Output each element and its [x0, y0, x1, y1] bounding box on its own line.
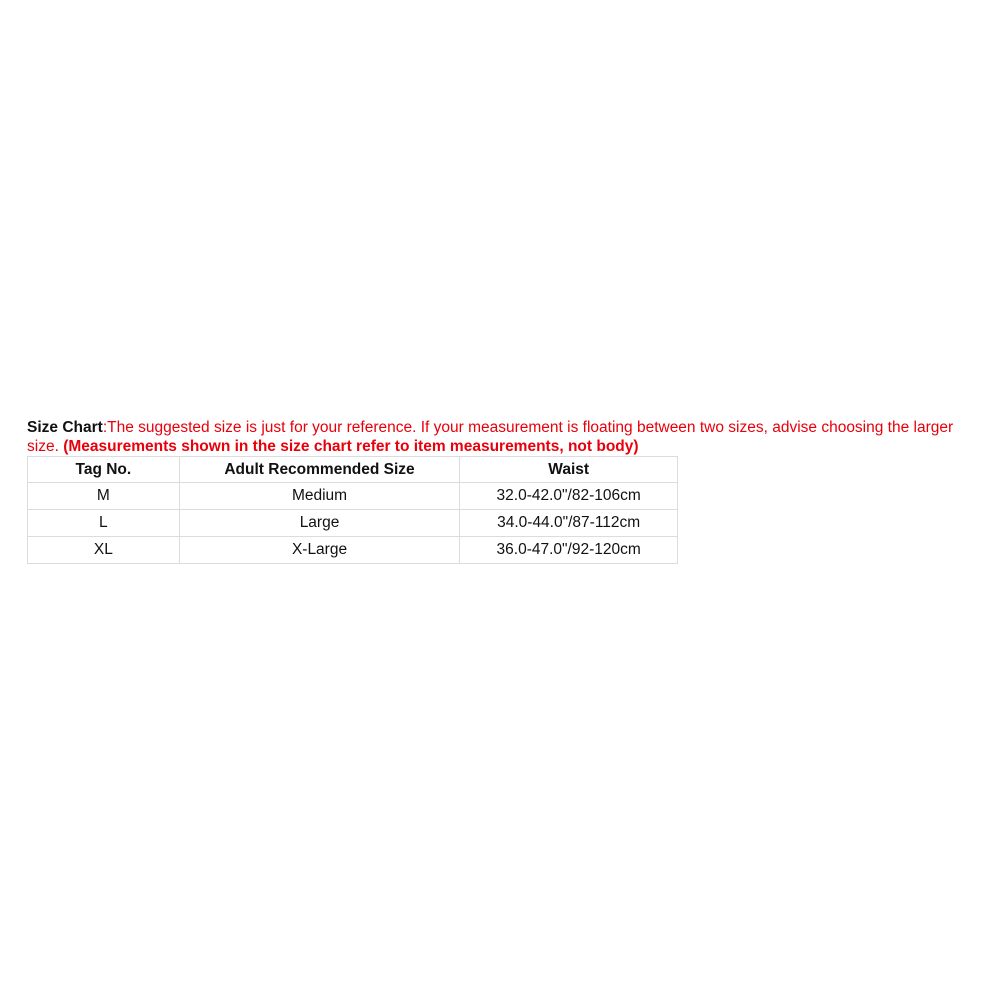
column-header-tag-no: Tag No. [28, 457, 180, 483]
recommended-size-cell: X-Large [179, 537, 460, 564]
recommended-size-cell: Medium [179, 483, 460, 510]
size-chart-advice: :The suggested size is just for your reference. If your measurement is floating between two sizes, advise choosing the larger size. [27, 419, 954, 455]
tag-no-cell: M [28, 483, 180, 510]
table-header-row [28, 457, 678, 483]
table-row [28, 510, 678, 537]
size-table [27, 456, 678, 564]
table-row [28, 537, 678, 564]
tag-no-cell: L [28, 510, 180, 537]
recommended-size-cell: Large [179, 510, 460, 537]
waist-cell: 36.0-47.0"/92-120cm [460, 537, 678, 564]
tag-no-cell: XL [28, 537, 180, 564]
waist-cell: 32.0-42.0"/82-106cm [460, 483, 678, 510]
waist-cell: 34.0-44.0"/87-112cm [460, 510, 678, 537]
size-chart-measurement-note: (Measurements shown in the size chart refer to item measurements, not body) [63, 438, 639, 455]
table-row [28, 483, 678, 510]
size-chart-heading: Size Chart [27, 419, 103, 436]
column-header-waist: Waist [460, 457, 678, 483]
size-chart-intro [27, 418, 977, 456]
column-header-adult-recommended-size: Adult Recommended Size [179, 457, 460, 483]
